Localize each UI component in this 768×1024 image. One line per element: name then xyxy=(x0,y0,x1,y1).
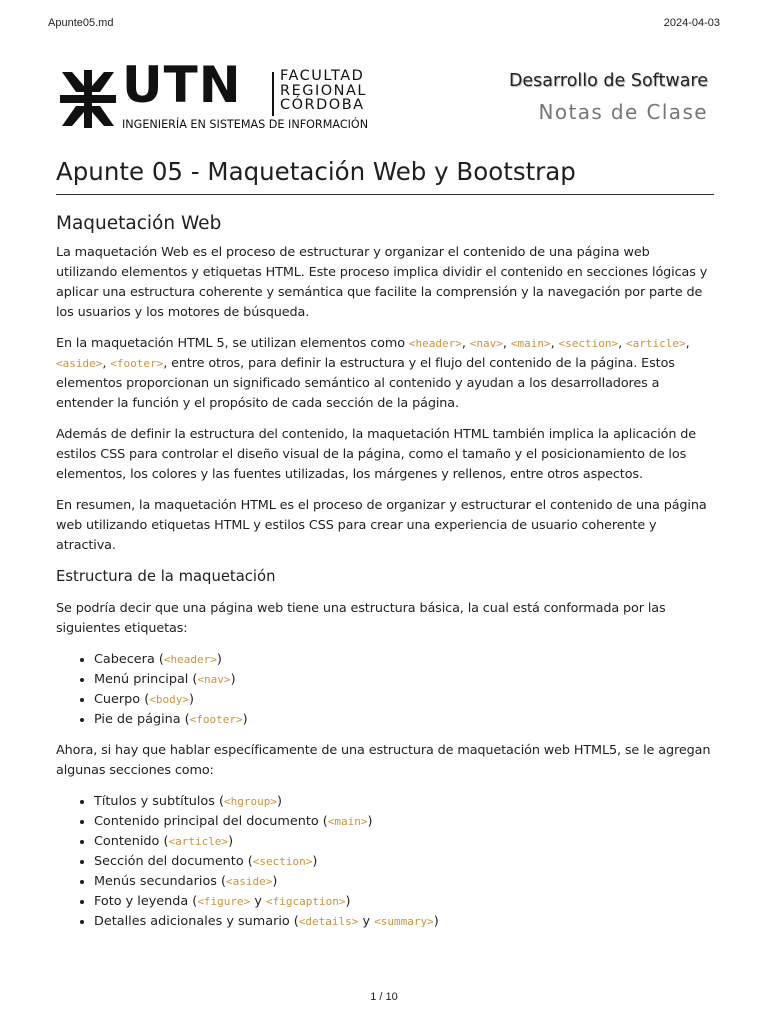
list-item: • Menú principal (<nav>) xyxy=(94,670,714,690)
list-item: • Pie de página (<footer>) xyxy=(94,710,714,730)
inline-code: <header> xyxy=(408,337,462,350)
list-item: • Detalles adicionales y sumario (<details> y <summary>) xyxy=(94,912,714,932)
list-item: • Cabecera (<header>) xyxy=(94,650,714,670)
inline-code: <main> xyxy=(510,337,551,350)
paragraph-4: En resumen, la maquetación HTML es el proceso de organizar y estructurar el contenido de una página web utilizando etiquetas HTML y estilos CSS para crear una experiencia de usuario coherente y atractiva. xyxy=(56,498,707,553)
list-item: • Menús secundarios (<aside>) xyxy=(94,872,714,892)
inline-code: <footer> xyxy=(110,357,164,370)
inline-code: <article> xyxy=(626,337,686,350)
inline-code: <details> xyxy=(298,915,359,928)
header-banner xyxy=(60,56,710,134)
page-title: Apunte 05 - Maquetación Web y Bootstrap xyxy=(56,150,714,195)
document-body xyxy=(56,150,714,943)
inline-code: <aside> xyxy=(226,875,273,888)
list-item: • Sección del documento (<section>) xyxy=(94,852,714,872)
paragraph-3: Además de definir la estructura del contenido, la maquetación HTML también implica la aplicación de estilos CSS para controlar el diseño visual de la página, como el tamaño y el posicionamiento de los elementos, los colores y las fuentes utilizadas, los márgenes y rellenos, entre otros aspectos. xyxy=(56,427,697,482)
faculty-line-3: CÓRDOBA xyxy=(280,97,365,113)
inline-code: <body> xyxy=(149,693,189,706)
faculty-line-1: FACULTAD xyxy=(280,68,365,84)
list-item: • Foto y leyenda (<figure> y <figcaption>) xyxy=(94,892,714,912)
inline-code: <header> xyxy=(163,653,217,666)
course-title: Desarrollo de Software xyxy=(508,71,708,91)
inline-code: <section> xyxy=(252,855,313,868)
inline-code: <section> xyxy=(558,337,619,350)
logo-separator xyxy=(272,72,274,116)
department-subtitle: INGENIERÍA EN SISTEMAS DE INFORMACIÓN xyxy=(122,118,369,131)
list-item: • Títulos y subtítulos (<hgroup>) xyxy=(94,792,714,812)
print-header xyxy=(48,17,720,29)
inline-code: <summary> xyxy=(374,915,434,928)
file-name: Apunte05.md xyxy=(48,17,114,29)
inline-code: <article> xyxy=(168,835,229,848)
paragraph-html5-intro: Ahora, si hay que hablar específicamente de una estructura de maquetación web HTML5, se le agregan algunas secciones como: xyxy=(56,743,711,778)
list-item: • Cuerpo (<body>) xyxy=(94,690,714,710)
html5-structure-list xyxy=(56,792,714,932)
utn-logo-icon xyxy=(60,70,116,128)
faculty-line-2: REGIONAL xyxy=(280,82,368,99)
faculty-name xyxy=(280,69,367,113)
inline-code: <figcaption> xyxy=(266,895,346,908)
paragraph-1: La maquetación Web es el proceso de estructurar y organizar el contenido de una página web utilizando elementos y etiquetas HTML. Este proceso implica dividir el contenido en secciones lógicas y aplicar una estructura coherente y semántica que facilite la comprensión y la navegación por parte de los usuarios y los motores de búsqueda. xyxy=(56,245,708,320)
print-date: 2024-04-03 xyxy=(663,17,720,29)
inline-code: <nav> xyxy=(197,673,231,686)
paragraph-2: En la maquetación HTML 5, se utilizan elementos como <header>, <nav>, <main>, <section>, <article>, <aside>, <footer>, entre otros, para definir la estructura y el flujo del contenido de la página. Estos elementos proporcionan un significado semántico al contenido y ayudan a los desarrolladores a entender la función y el propósito de cada sección de la página. xyxy=(56,336,690,411)
paragraph-estructura-intro: Se podría decir que una página web tiene una estructura básica, la cual está conformada por las siguientes etiquetas: xyxy=(56,601,666,636)
utn-wordmark: UTN xyxy=(122,56,242,114)
inline-code: <main> xyxy=(327,815,368,828)
list-item: • Contenido principal del documento (<main>) xyxy=(94,812,714,832)
inline-code: <figure> xyxy=(197,895,251,908)
inline-code: <aside> xyxy=(56,357,103,370)
list-item: • Contenido (<article>) xyxy=(94,832,714,852)
page-number: 1 / 10 xyxy=(370,991,398,1003)
inline-code: <footer> xyxy=(189,713,243,726)
notes-subtitle: Notas de Clase xyxy=(538,100,708,124)
section-heading-estructura: Estructura de la maquetación xyxy=(56,568,276,585)
inline-code: <hgroup> xyxy=(223,795,277,808)
section-heading-maquetacion-web: Maquetación Web xyxy=(56,213,222,234)
basic-structure-list xyxy=(56,650,714,730)
inline-code: <nav> xyxy=(469,337,503,350)
